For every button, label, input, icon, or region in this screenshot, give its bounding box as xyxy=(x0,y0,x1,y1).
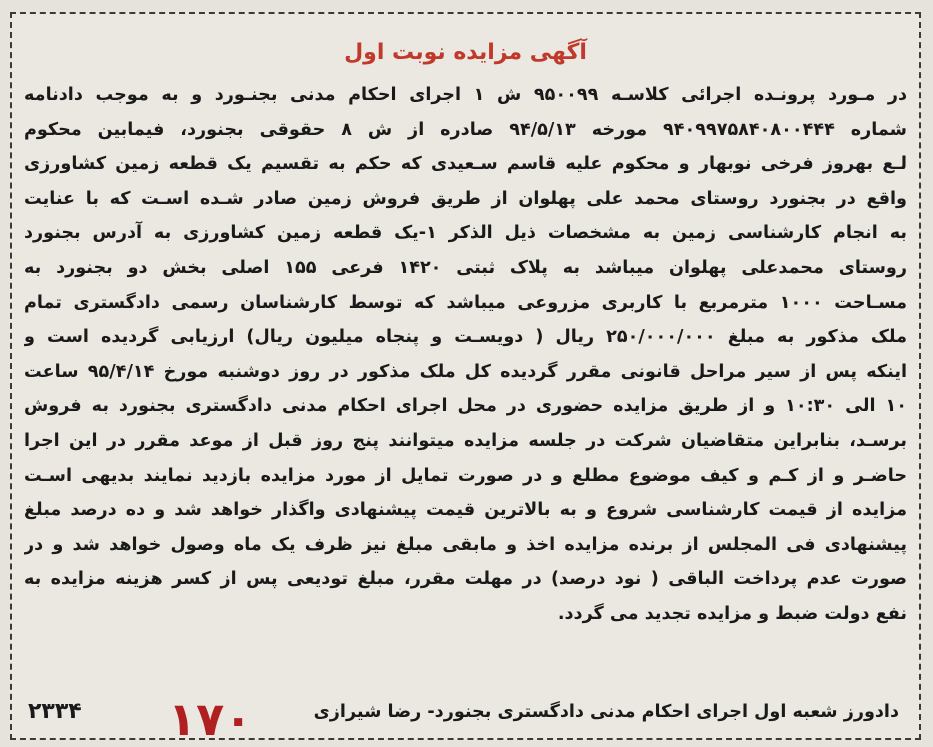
notice-body xyxy=(18,78,913,632)
body-line: حاضـر و از کـم و کیف موضوع مطلع و در صورت تمایل از مورد مزایده بازدید نمایند بدیهی اسـت xyxy=(24,465,907,486)
body-line: نفع دولت ضبط و مزایده تجدید می گردد. xyxy=(557,603,907,624)
signature: دادورز شعبه اول اجرای احکام مدنی دادگستری بجنورد- رضا شیرازی xyxy=(313,702,899,722)
notice-footer xyxy=(18,688,913,746)
notice-title: آگهی مزایده نوبت اول xyxy=(344,40,587,65)
body-line: لـع بهروز فرخی نوبهار و محکوم علیه قاسم سـعیدی که حکم به تقسیم یک قطعه زمین کشاورزی xyxy=(24,154,907,175)
body-line: ملک مذکور به مبلغ ۲۵۰/۰۰۰/۰۰۰ ریال ( دویسـت و پنجاه میلیون ریال) ارزیابی گردیده است و xyxy=(24,327,907,348)
body-line: مسـاحت ۱۰۰۰ مترمربع با کاربری مزروعی میباشد که توسط کارشناسان رسمی دادگستری تمام xyxy=(24,292,907,313)
body-line: اینکه پس از سیر مراحل قانونی مقرر گردیده کل ملک مذکور در روز دوشنبه مورخ ۹۵/۴/۱۴ ساعت xyxy=(24,361,907,382)
body-line: مزایده از قیمت کارشناسی شروع و به بالاترین قیمت پیشنهادی واگذار خواهد شد و ده درصد مبلغ xyxy=(24,500,907,521)
body-line: در مـورد پرونـده اجرائی کلاسـه ۹۵۰۰۹۹ ش ۱ اجرای احکام مدنی بجنـورد و به موجب دادنامه xyxy=(24,85,907,105)
body-line: به انجام کارشناسی زمین به مشخصات ذیل الذکر ۱-یک قطعه زمین کشاورزی به آدرس بجنورد xyxy=(24,223,907,244)
body-line: شماره ۹۴۰۹۹۷۵۸۴۰۸۰۰۴۴۴ مورخه ۹۴/۵/۱۳ صادره از ش ۸ حقوقی بجنورد، فیمابین محکوم xyxy=(24,119,907,140)
body-line: پیشنهادی فی المجلس از برنده مزایده اخذ و مابقی مبلغ نیز ظرف یک ماه وصول خواهد شد و در xyxy=(24,534,907,555)
notice-content xyxy=(18,20,913,746)
body-line: واقع در بجنورد روستای محمد علی پهلوان از طریق فروش زمین صادر شـده اسـت که با عنایت xyxy=(24,188,907,209)
stamp-number: ۱۷۰ xyxy=(168,692,253,746)
body-line: برسـد، بنابراین متقاضیان شرکت در جلسه مزایده میتوانند پنج روز قبل از موعد مقرر در این اجرا xyxy=(24,430,907,451)
body-line: ۱۰ الی ۱۰:۳۰ و از طریق مزایده حضوری در محل اجرای احکام مدنی دادگستری بجنورد به فروش xyxy=(24,396,907,417)
notice-code: ۲۳۳۴ xyxy=(28,699,82,724)
body-line: صورت عدم پرداخت الباقی ( نود درصد) در مهلت مقرر، مبلغ تودیعی پس از کسر هزینه مزایده به xyxy=(24,569,907,590)
notice-frame xyxy=(10,12,921,746)
body-line: روستای محمدعلی پهلوان میباشد به پلاک ثبتی ۱۴۲۰ فرعی ۱۵۵ اصلی بخش دو بجنورد به xyxy=(24,257,907,278)
